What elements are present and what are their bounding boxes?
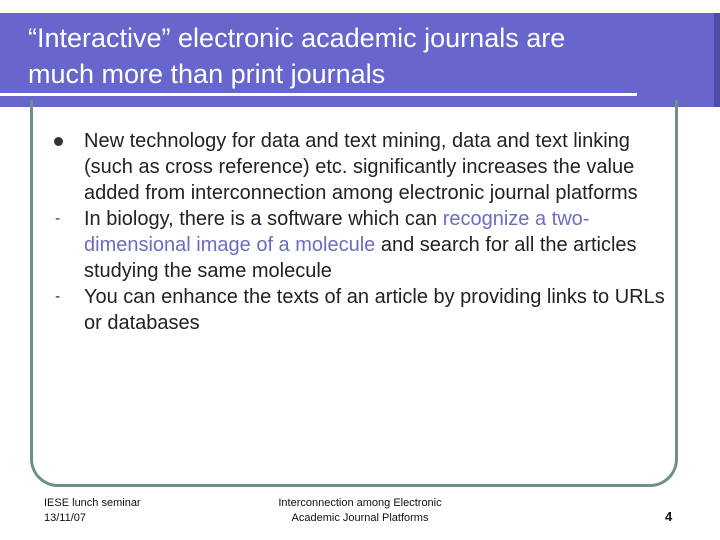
bullet-text-2-before: In biology, there is a software which can	[84, 208, 443, 230]
title-underline	[0, 93, 637, 96]
bullet-list	[50, 128, 670, 336]
bullet-dot-icon	[54, 137, 63, 146]
bullet-item-3	[50, 284, 670, 336]
footer-title-line-2: Academic Journal Platforms	[291, 512, 429, 524]
footer-title	[250, 496, 470, 526]
slide-title-line-1: “Interactive” electronic academic journals are	[28, 23, 566, 53]
footer-seminar	[44, 496, 141, 526]
slide-title-line-2: much more than print journals	[28, 59, 386, 89]
footer-title-line-1: Interconnection among Electronic	[278, 497, 442, 509]
bullet-item-1	[50, 128, 670, 206]
footer-seminar-name: IESE lunch seminar	[44, 497, 141, 509]
bullet-text-2	[84, 206, 670, 284]
bullet-text-2-after: and search for all the articles studying the same molecule	[84, 234, 637, 282]
slide-title	[28, 20, 688, 92]
page-number: 4	[665, 509, 673, 524]
bullet-dash-marker: -	[55, 288, 61, 305]
footer-date: 13/11/07	[44, 512, 87, 524]
bullet-text-2-highlight: recognize a two-dimensional image of a molecule	[84, 208, 590, 256]
bullet-item-2	[50, 206, 670, 284]
bullet-text-3: You can enhance the texts of an article by providing links to URLs or databases	[84, 286, 665, 334]
title-band-shadow	[714, 13, 720, 107]
bullet-text-1: New technology for data and text mining, data and text linking (such as cross reference) etc. significantly increases the value added from interconnection among electronic journal platforms	[84, 130, 638, 204]
bullet-dash-marker: -	[55, 210, 61, 227]
